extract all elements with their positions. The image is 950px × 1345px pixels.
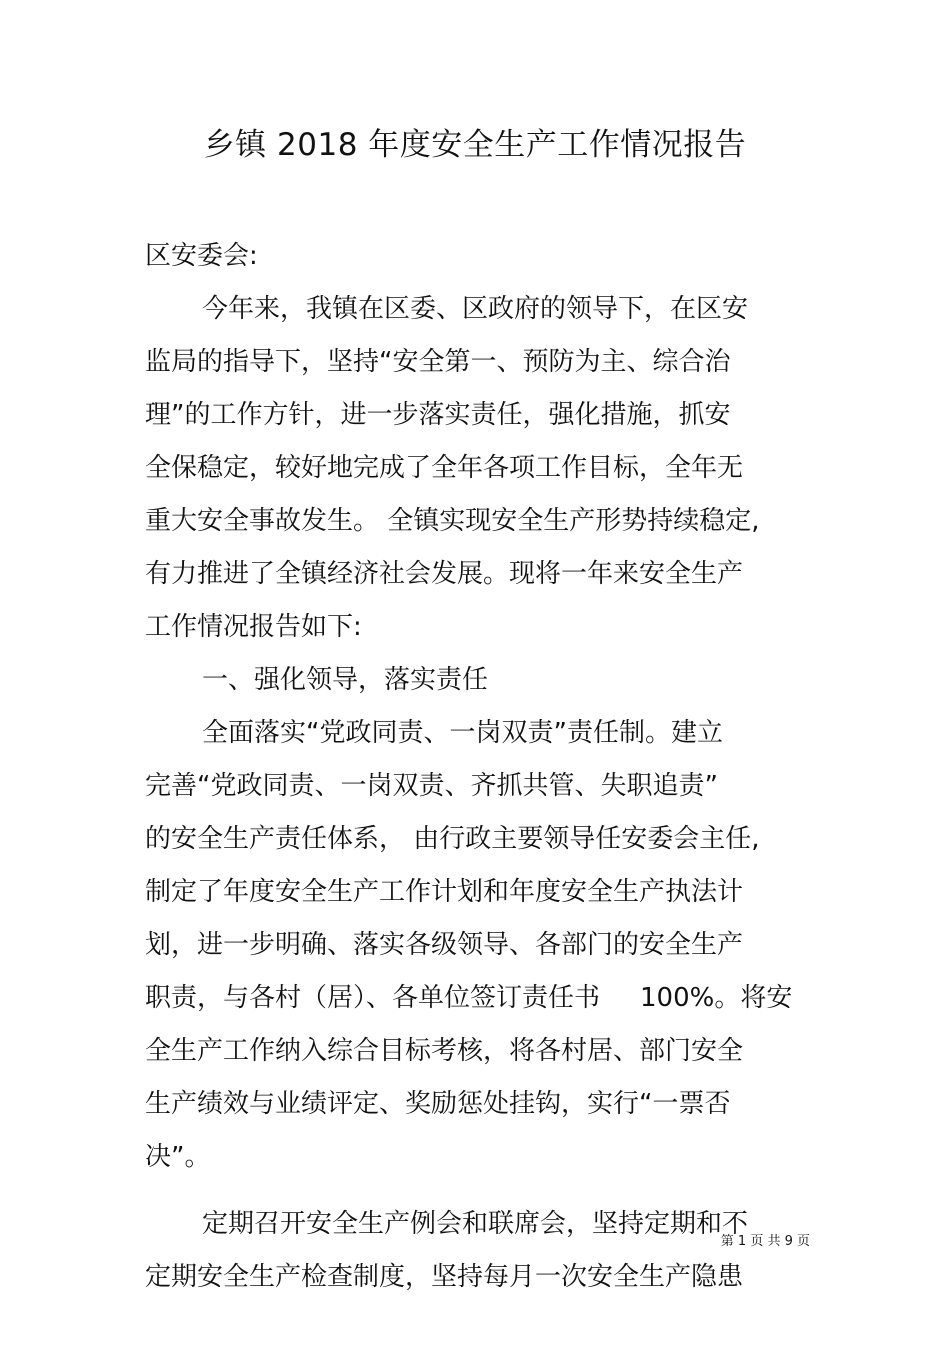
paragraph-line: 制定了年度安全生产工作计划和年度安全生产执法计 bbox=[145, 877, 744, 907]
salutation: 区安委会: bbox=[145, 241, 258, 271]
paragraph-line: 有力推进了全镇经济社会发展。现将一年来安全生产 bbox=[145, 559, 744, 589]
section-heading: 一、强化领导，落实责任 bbox=[202, 665, 489, 695]
paragraph-line: 今年来，我镇在区委、区政府的领导下，在区安 bbox=[202, 294, 749, 324]
paragraph-line: 的安全生产责任体系， 由行政主要领导任安委会主任, bbox=[145, 824, 760, 854]
document-title: 乡镇 2018 年度安全生产工作情况报告 bbox=[203, 127, 747, 163]
paragraph-line: 完善“党政同责、一岗双责、齐抓共管、失职追责” bbox=[145, 771, 718, 801]
paragraph-line: 生产绩效与业绩评定、奖励惩处挂钩，实行“一票否 bbox=[145, 1089, 731, 1119]
paragraph-line: 重大安全事故发生。 全镇实现安全生产形势持续稳定, bbox=[145, 506, 760, 536]
paragraph-line-text: 职责，与各村（居）、各单位签订责任书 bbox=[145, 983, 601, 1013]
paragraph-line: 划，进一步明确、落实各级领导、各部门的安全生产 bbox=[145, 930, 744, 960]
percentage-text: 100%。将安 bbox=[640, 983, 793, 1013]
paragraph-line: 全面落实“党政同责、一岗双责”责任制。建立 bbox=[202, 718, 723, 748]
paragraph-line: 全生产工作纳入综合目标考核，将各村居、部门安全 bbox=[145, 1036, 744, 1066]
paragraph-line: 工作情况报告如下: bbox=[145, 612, 362, 642]
paragraph-line: 全保稳定，较好地完成了全年各项工作目标，全年无 bbox=[145, 453, 744, 483]
paragraph-line: 监局的指导下，坚持“安全第一、预防为主、综合治 bbox=[145, 347, 731, 377]
document-body bbox=[145, 230, 805, 1304]
paragraph-line bbox=[145, 972, 805, 1025]
page-footer: 第 1 页 共 9 页 bbox=[720, 1234, 810, 1249]
paragraph-line: 决”。 bbox=[145, 1142, 211, 1172]
paragraph-line: 定期安全生产检查制度，坚持每月一次安全生产隐患 bbox=[145, 1262, 744, 1292]
paragraph-line: 理”的工作方针，进一步落实责任，强化措施，抓安 bbox=[145, 400, 731, 430]
paragraph-line: 定期召开安全生产例会和联席会，坚持定期和不 bbox=[202, 1209, 749, 1239]
